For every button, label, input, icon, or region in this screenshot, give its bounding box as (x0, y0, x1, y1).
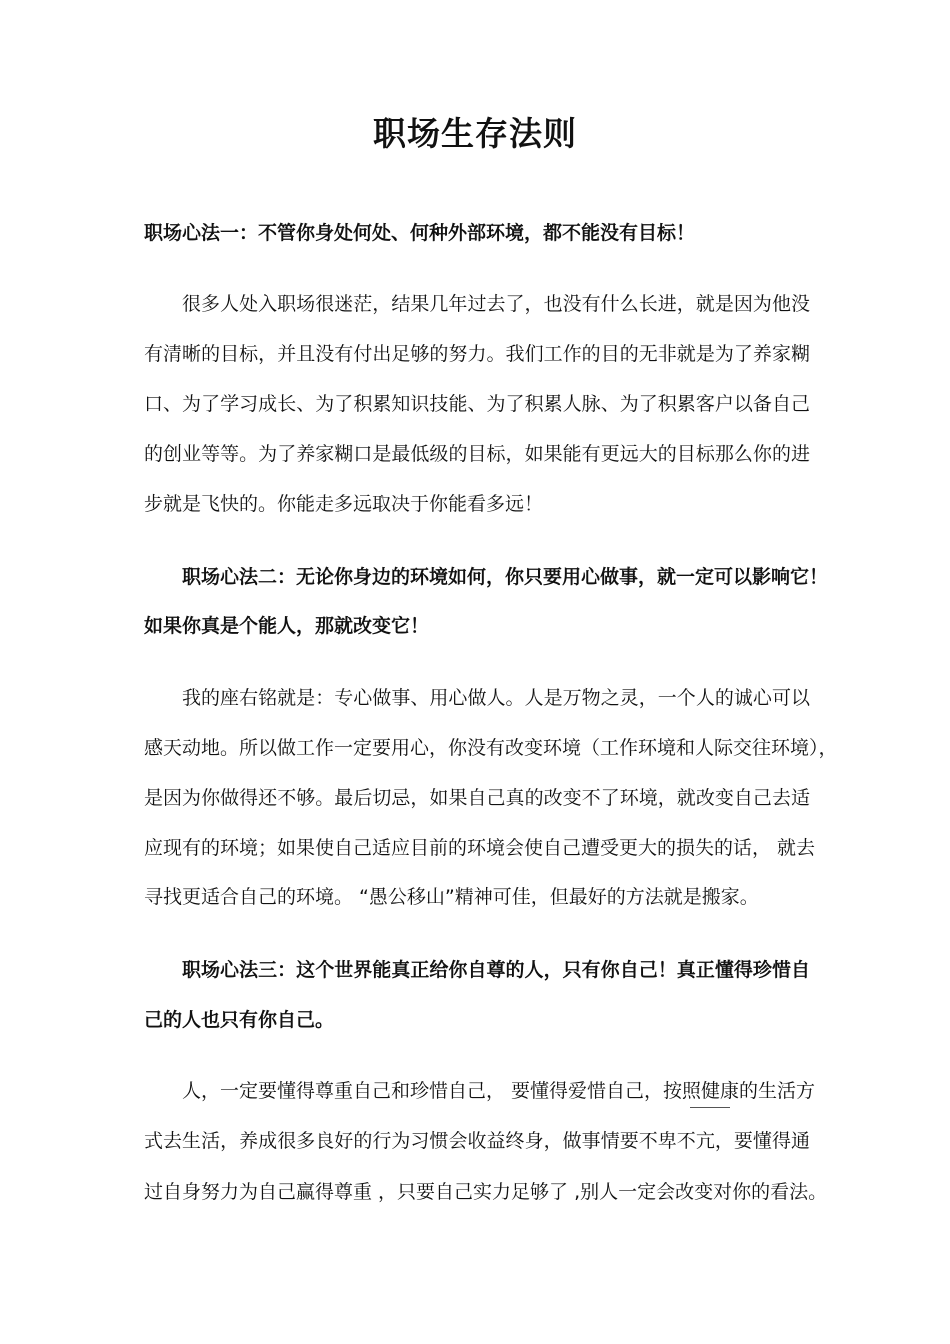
section3-line-2: 式去生活，养成很多良好的行为习惯会收益终身，做事情要不卑不亢，要懂得通 (144, 1130, 810, 1152)
section1-line-3: 口、为了学习成长、为了积累知识技能、为了积累人脉、为了积累客户以备自己 (144, 393, 810, 415)
section3-heading-line-2: 己的人也只有你自己。 (144, 1009, 335, 1031)
section1-line-5: 步就是飞快的。你能走多远取决于你能看多远！ (144, 493, 544, 515)
section2-line-3: 是因为你做得还不够。最后切忌，如果自己真的改变不了环境，就改变自己去适 (144, 787, 810, 809)
section3-line-1: 人，一定要懂得尊重自己和珍惜自己， 要懂得爱惜自己，按照健康的生活方 (182, 1080, 816, 1102)
section3-heading-line-1: 职场心法三：这个世界能真正给你自尊的人，只有你自己！真正懂得珍惜自 (182, 959, 810, 981)
section2-line-1: 我的座右铭就是：专心做事、用心做人。人是万物之灵，一个人的诚心可以 (182, 687, 810, 709)
section1-line-4: 的创业等等。为了养家糊口是最低级的目标，如果能有更远大的目标那么你的进 (144, 443, 810, 465)
section1-line-2: 有清晰的目标，并且没有付出足够的努力。我们工作的目的无非就是为了养家糊 (144, 343, 810, 365)
section2-line-4: 应现有的环境；如果使自己适应目前的环境会使自己遭受更大的损失的话， 就去 (144, 837, 816, 859)
section2-heading-line-1: 职场心法二：无论你身边的环境如何，你只要用心做事，就一定可以影响它！ (182, 566, 829, 588)
document-title: 职场生存法则 (373, 114, 577, 153)
section1-heading: 职场心法一：不管你身处何处、何种外部环境，都不能没有目标！ (144, 222, 696, 244)
section2-line-5: 寻找更适合自己的环境。 “愚公移山”精神可佳，但最好的方法就是搬家。 (144, 886, 759, 908)
section2-heading-line-2: 如果你真是个能人，那就改变它！ (144, 615, 430, 637)
underline-mark (690, 1107, 730, 1108)
section3-line-3: 过自身努力为自己赢得尊重 ，只要自己实力足够了 ,别人一定会改变对你的看法。 (144, 1181, 828, 1203)
section2-line-2: 感天动地。所以做工作一定要用心，你没有改变环境（工作环境和人际交往环境）， (144, 737, 838, 759)
section1-line-1: 很多人处入职场很迷茫，结果几年过去了，也没有什么长进，就是因为他没 (182, 293, 810, 315)
